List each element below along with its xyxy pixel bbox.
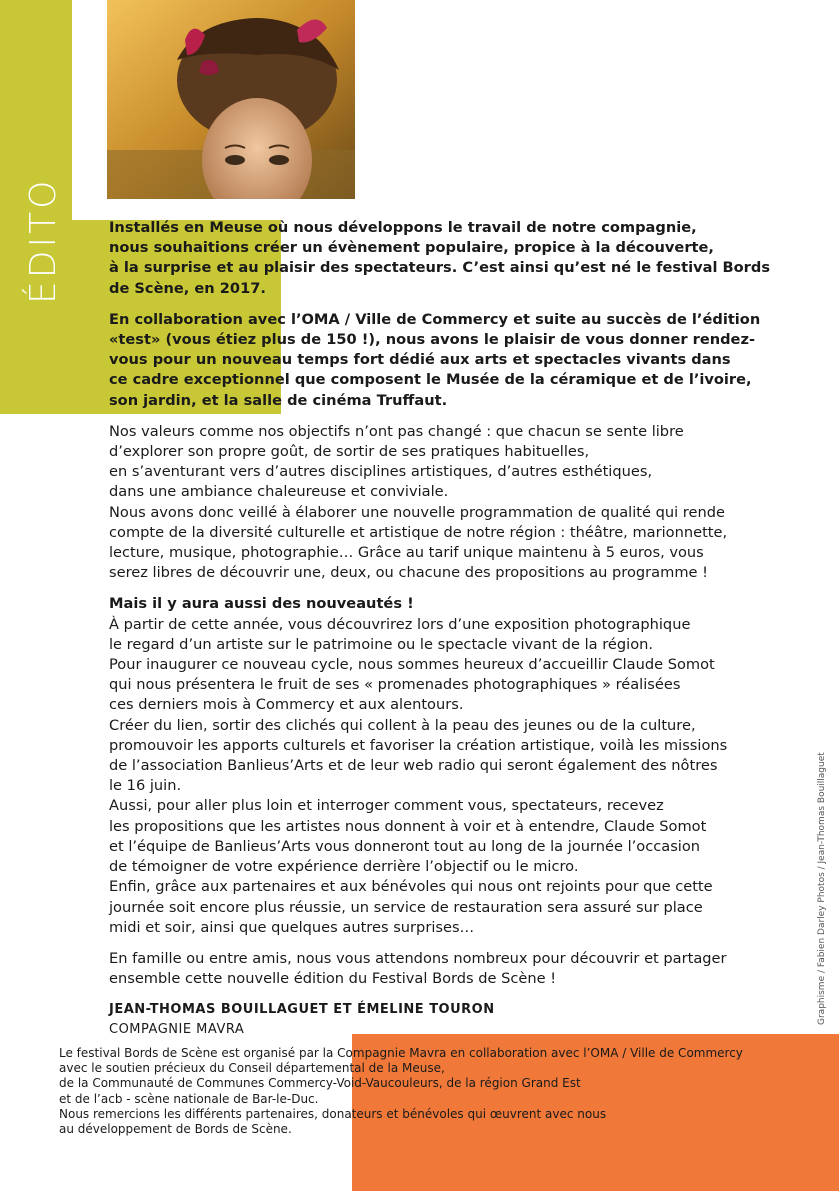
text-line: En collaboration avec l’OMA / Ville de Commercy et suite au succès de l’édition: [109, 310, 761, 328]
closing-paragraph: [109, 949, 804, 989]
footer-line: avec le soutien précieux du Conseil départemental de la Meuse,: [59, 1061, 445, 1076]
text-line: le regard d’un artiste sur le patrimoine ou le spectacle vivant de la région.: [109, 635, 654, 653]
text-line: le 16 juin.: [109, 777, 182, 795]
text-line: ces derniers mois à Commercy et aux alentours.: [109, 696, 464, 714]
text-line: Aussi, pour aller plus loin et interroger comment vous, spectateurs, recevez: [109, 797, 664, 815]
portrait-photo: [107, 0, 355, 199]
footer-line: et de l’acb - scène nationale de Bar-le-Duc.: [59, 1091, 319, 1106]
text-line: Installés en Meuse où nous développons le travail de notre compagnie,: [109, 219, 697, 236]
footer-line: de la Communauté de Communes Commercy-Void-Vaucouleurs, de la région Grand Est: [59, 1076, 581, 1091]
text-line: Nos valeurs comme nos objectifs n’ont pas changé : que chacun se sente libre: [109, 422, 684, 440]
text-line: journée soit encore plus réussie, un service de restauration sera assuré sur place: [109, 898, 703, 916]
edito-title-text: ÉDITO: [23, 177, 64, 304]
footer-line: au développement de Bords de Scène.: [59, 1122, 292, 1137]
text-line: de l’association Banlieus’Arts et de leur web radio qui seront également des nôtres: [109, 757, 718, 775]
text-line: de Scène, en 2017.: [109, 279, 266, 297]
news-heading: Mais il y aura aussi des nouveautés !: [109, 595, 414, 613]
text-line: À partir de cette année, vous découvrirez lors d’une exposition photographique: [109, 615, 691, 633]
text-line: Nous avons donc veillé à élaborer une nouvelle programmation de qualité qui rende: [109, 503, 725, 521]
text-line: midi et soir, ainsi que quelques autres surprises…: [109, 918, 475, 936]
editorial-text: [109, 218, 804, 1040]
text-line: ce cadre exceptionnel que composent le Musée de la céramique et de l’ivoire,: [109, 371, 752, 389]
text-line: ensemble cette nouvelle édition du Festival Bords de Scène !: [109, 970, 557, 988]
signature-company: COMPAGNIE MAVRA: [109, 1022, 245, 1038]
text-line: «test» (vous étiez plus de 150 !), nous avons le plaisir de vous donner rendez-: [109, 331, 756, 349]
text-line: qui nous présentera le fruit de ses « promenades photographiques » réalisées: [109, 676, 681, 694]
footer-line: Nous remercions les différents partenaires, donateurs et bénévoles qui œuvrent avec nous: [59, 1106, 607, 1121]
signature-names: JEAN-THOMAS BOUILLAGUET ET ÉMELINE TOURON: [109, 1002, 495, 1018]
photo-credits: Graphisme / Fabien Darley Photos / Jean-Thomas Bouillaguet: [817, 752, 827, 1025]
text-line: En famille ou entre amis, nous vous attendons nombreux pour découvrir et partager: [109, 949, 727, 967]
intro-paragraph: [109, 218, 804, 299]
text-line: nous souhaitions créer un évènement populaire, propice à la découverte,: [109, 239, 714, 257]
text-line: dans une ambiance chaleureuse et conviviale.: [109, 483, 449, 501]
text-line: Enfin, grâce aux partenaires et aux bénévoles qui nous ont rejoints pour que cette: [109, 878, 713, 896]
text-line: vous pour un nouveau temps fort dédié aux arts et spectacles vivants dans: [109, 351, 731, 369]
news-paragraph: [109, 594, 804, 937]
text-line: de témoigner de votre expérience derrière l’objectif ou le micro.: [109, 858, 579, 876]
signature: [109, 1000, 804, 1040]
text-line: et l’équipe de Banlieus’Arts vous donneront tout au long de la journée l’occasion: [109, 837, 701, 855]
text-line: lecture, musique, photographie… Grâce au tarif unique maintenu à 5 euros, vous: [109, 544, 704, 562]
text-line: les propositions que les artistes nous donnent à voir et à entendre, Claude Somot: [109, 817, 707, 835]
text-line: à la surprise et au plaisir des spectateurs. C’est ainsi qu’est né le festival Bords: [109, 259, 771, 277]
text-line: promouvoir les apports culturels et favoriser la création artistique, voilà les missions: [109, 736, 728, 754]
values-paragraph: [109, 422, 804, 584]
text-line: serez libres de découvrir une, deux, ou chacune des propositions au programme !: [109, 564, 709, 582]
text-line: Pour inaugurer ce nouveau cycle, nous sommes heureux d’accueillir Claude Somot: [109, 656, 715, 674]
footer-line: Le festival Bords de Scène est organisé par la Compagnie Mavra en collaboration avec l’OMA / Ville de Commercy: [59, 1046, 743, 1060]
text-line: son jardin, et la salle de cinéma Truffaut.: [109, 391, 448, 409]
text-line: en s’aventurant vers d’autres disciplines artistiques, d’autres esthétiques,: [109, 463, 653, 481]
footer-notice: [59, 1046, 743, 1137]
text-line: d’explorer son propre goût, de sortir de ses pratiques habituelles,: [109, 443, 590, 461]
collaboration-paragraph: [109, 310, 804, 411]
text-line: compte de la diversité culturelle et artistique de notre région : théâtre, marionnette,: [109, 523, 728, 541]
edito-title: [11, 154, 67, 304]
text-line: Créer du lien, sortir des clichés qui collent à la peau des jeunes ou de la culture,: [109, 716, 696, 734]
